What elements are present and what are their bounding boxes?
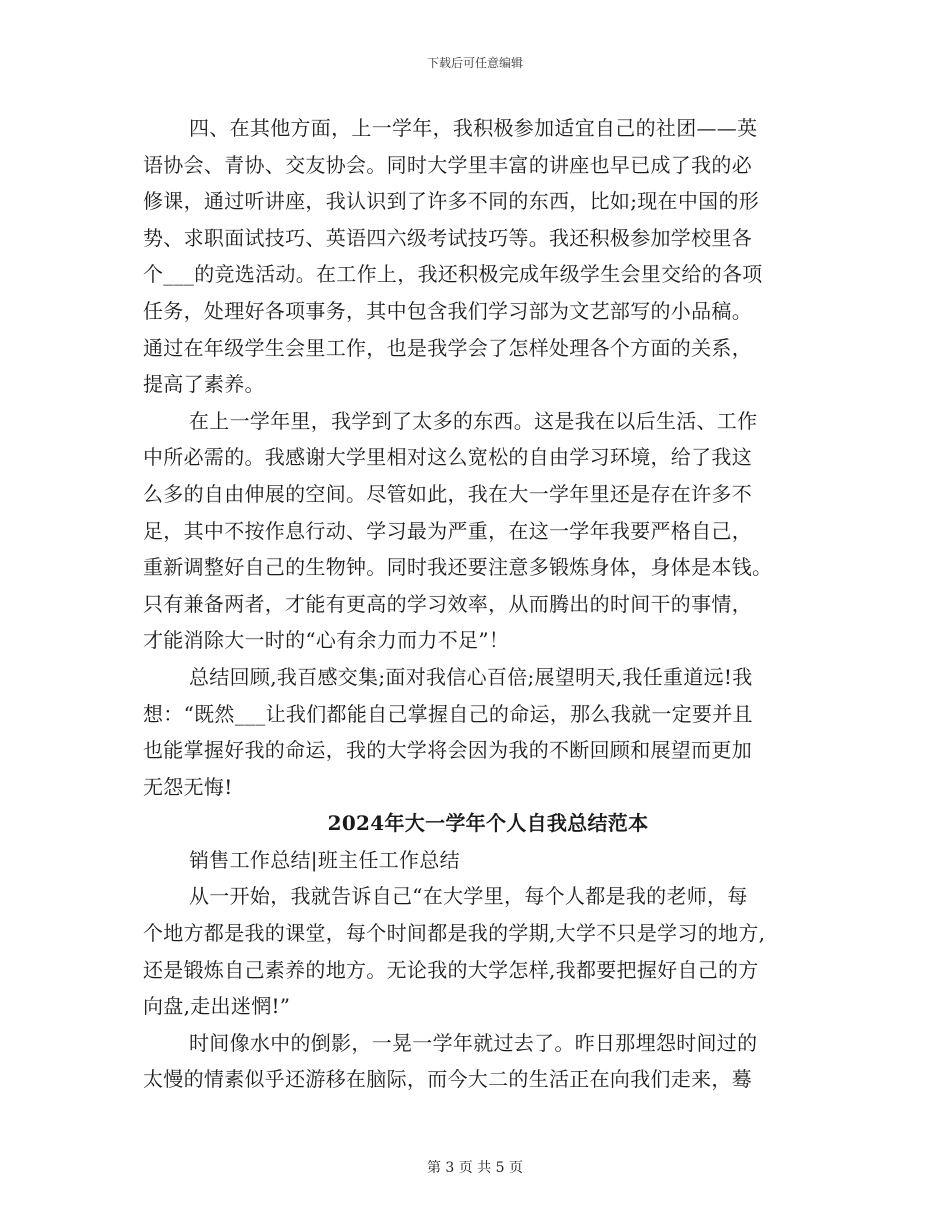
text-line: 重新调整好自己的生物钟。同时我还要注意多锻炼身体，身体是本钱。 (143, 555, 773, 580)
text-line: 销售工作总结|班主任工作总结 (189, 847, 460, 872)
text-line: 向盘,走出迷惘!” (143, 994, 291, 1019)
text-line: 语协会、青协、交友协会。同时大学里丰富的讲座也早已成了我的必 (143, 152, 752, 177)
text-line: 太慢的情素似乎还游移在脑际，而今大二的生活正在向我们走来，蓦 (143, 1067, 752, 1092)
text-line: 还是锻炼自己素养的地方。无论我的大学怎样,我都要把握好自己的方 (143, 957, 759, 982)
text-line: 四、在其他方面，上一学年，我积极参加适宜自己的社团——英 (189, 116, 758, 140)
text-line: 才能消除大一时的“心有余力而力不足”！ (143, 628, 510, 653)
section-title: 2024年大一学年个人自我总结范本 (327, 811, 649, 836)
text-line: 足，其中不按作息行动、学习最为严重，在这一学年我要严格自己， (143, 518, 752, 543)
text-line: 总结回顾,我百感交集;面对我信心百倍;展望明天,我任重道远!我 (189, 664, 753, 689)
text-line: 个___的竞选活动。在工作上，我还积极完成年级学生会里交给的各项 (143, 262, 763, 287)
text-line: 势、求职面试技巧、英语四六级考试技巧等。我还积极参加学校里各 (143, 225, 752, 250)
text-line: 么多的自由伸展的空间。尽管如此，我在大一学年里还是存在许多不 (143, 481, 752, 506)
text-line: 任务，处理好各项事务，其中包含我们学习部为文艺部写的小品稿。 (143, 298, 752, 323)
document-body (143, 110, 813, 1098)
text-line: 从一开始，我就告诉自己“在大学里，每个人都是我的老师，每 (189, 884, 748, 909)
text-line: 无怨无悔! (143, 774, 233, 799)
page-footer: 第 3 页 共 5 页 (426, 1160, 524, 1176)
text-line: 也能掌握好我的命运，我的大学将会因为我的不断回顾和展望而更加 (143, 738, 752, 763)
page-header: 下载后可任意编辑 (426, 56, 523, 70)
text-line: 个地方都是我的课堂，每个时间都是我的学期,大学不只是学习的地方, (143, 921, 766, 946)
text-line: 只有兼备两者，才能有更高的学习效率，从而腾出的时间干的事情， (143, 591, 752, 616)
text-line: 想：“既然___让我们都能自己掌握自己的命运，那么我就一定要并且 (143, 701, 753, 726)
text-line: 在上一学年里，我学到了太多的东西。这是我在以后生活、工作 (189, 408, 758, 433)
text-line: 通过在年级学生会里工作，也是我学会了怎样处理各个方面的关系， (143, 335, 752, 360)
text-line: 时间像水中的倒影，一晃一学年就过去了。昨日那埋怨时间过的 (189, 1030, 758, 1055)
text-line: 中所必需的。我感谢大学里相对这么宽松的自由学习环境，给了我这 (143, 445, 752, 470)
text-line: 提高了素养。 (143, 372, 265, 397)
text-line: 修课，通过听讲座，我认识到了许多不同的东西，比如;现在中国的形 (143, 189, 760, 214)
